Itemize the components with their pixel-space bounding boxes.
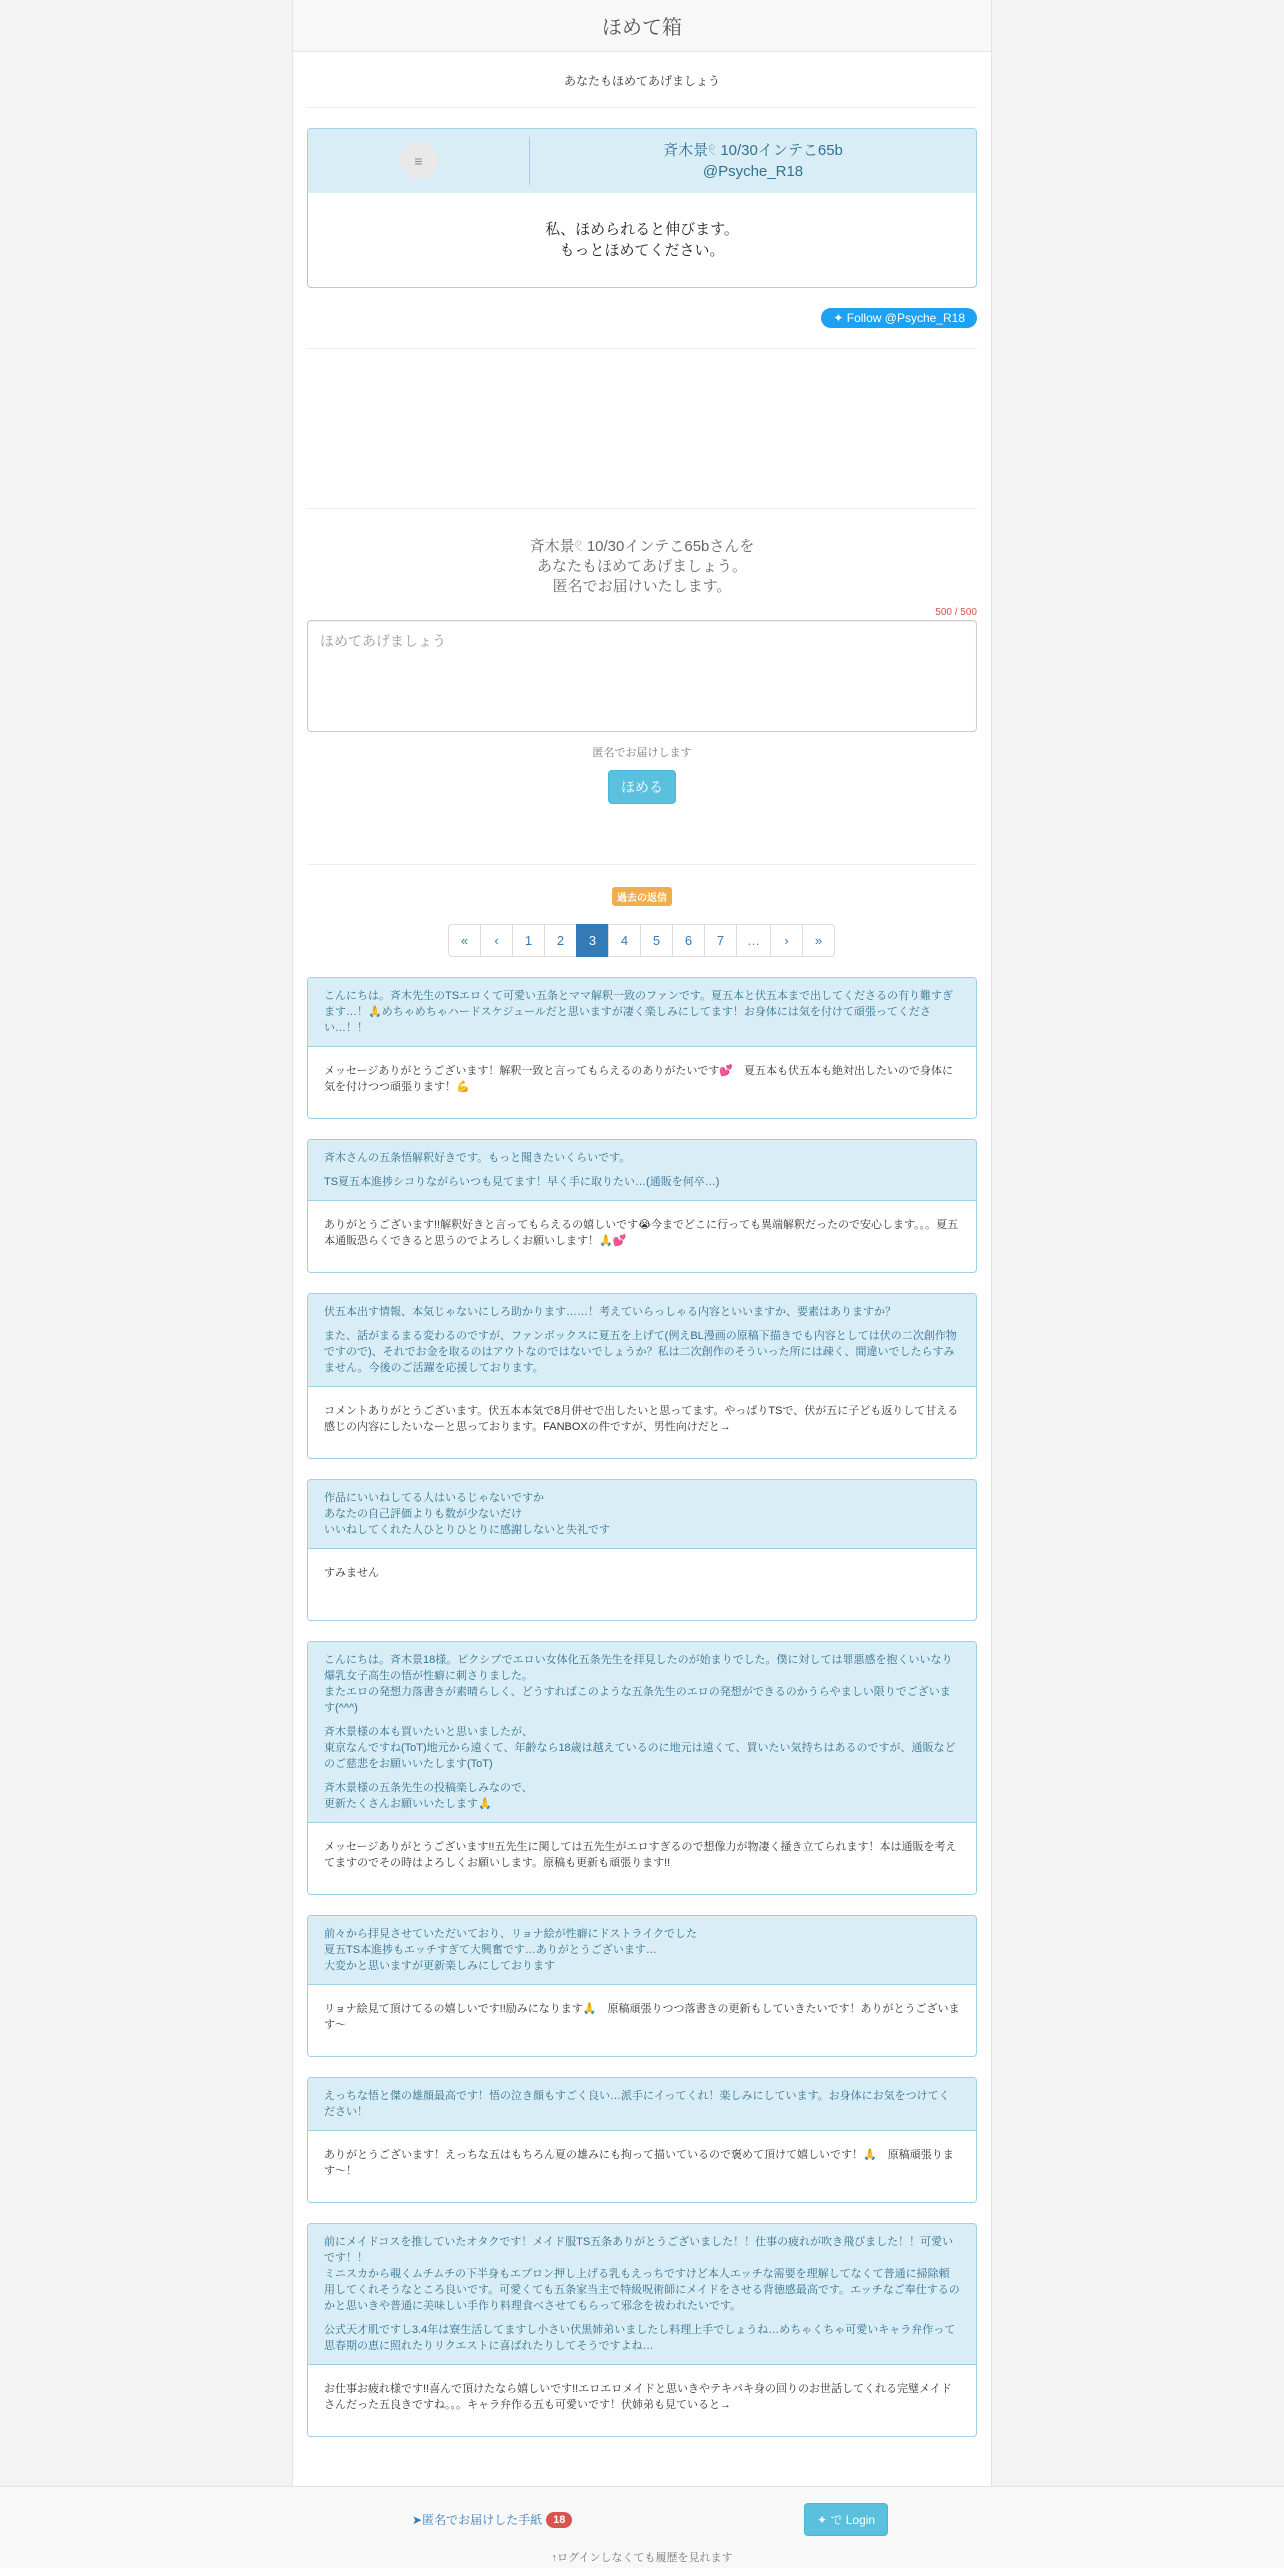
footer-note: ↑ログインしなくても履歴を見れます <box>551 2552 733 2564</box>
avatar[interactable] <box>400 142 438 180</box>
profile-message <box>308 193 976 287</box>
question-text: TS夏五本進捗シコりながらいつも見てます！早く手に取りたい…(通販を何卒…) <box>324 1176 720 1188</box>
message-answer: メッセージありがとうございます!!五先生に関しては五先生がエロすぎるので想像力が物凄く掻き立てられます！本は通販を考えてますのでその時はよろしくお願いします。原稿も更新も頑張ります!! <box>308 1822 976 1894</box>
ad-space <box>307 349 977 509</box>
page-link[interactable]: » <box>802 924 835 957</box>
pagination <box>293 924 991 957</box>
message-answer: コメントありがとうございます。伏五本本気で8月併せで出したいと思ってます。やっぱりTSで、伏が五に子ども返りして甘える感じの内容にしたいなーと思っております。FANBOXの件ですが、男性向けだと→ <box>308 1386 976 1458</box>
question-text: えっちな悟と傑の雄顔最高です！悟の泣き顔もすごく良い…派手にイってくれ！楽しみにしています。お身体にお気をつけてください！ <box>324 2090 950 2118</box>
question-text: こんにちは。斉木先生のTSエロくて可愛い五条とママ解釈一致のファンです。夏五本と伏五本まで出してくださるの有り難すぎます…！🙏めちゃめちゃハードスケジュールだと思いますが凄く楽しみにしてます！お身体には気を付けて頑張ってください…！！ <box>324 990 953 1034</box>
question-text: 前にメイドコスを推していたオタクです！メイド服TS五条ありがとうございました！！仕事の疲れが吹き飛びました！！可愛いです！！ ミニスカから覗くムチムチの下半身もエプロン押し上げる乳もえっちですけど本人エッチな需要を理解してなくて普通に掃除頼用してくれそうなところ良いです。可愛くても五条家当主で特級呪術師にメイドをさせる背徳感最高です。エッチなご奉仕するのかと思いきや普通に美味しい手作り料理食べさせてもらって邪念を祓われたいです。 <box>324 2236 960 2312</box>
page-link[interactable]: 4 <box>608 924 641 957</box>
page-link[interactable]: 1 <box>512 924 545 957</box>
twitter-follow-button[interactable] <box>821 308 977 328</box>
message-question <box>308 2224 976 2364</box>
sent-count-badge: 18 <box>546 2512 572 2528</box>
page-link[interactable]: 5 <box>640 924 673 957</box>
question-text: 斉木さんの五条悟解釈好きです。もっと聞きたいくらいです。 <box>324 1152 631 1164</box>
question-text: 斉木景様の本も買いたいと思いましたが、 東京なんですね(ToT)地元から遠くて、年齢なら18歳は越えているのに地元は遠くて、買いたい気持ちはあるのですが、通販などのご慈悲をお願いいたします(ToT) <box>324 1726 956 1770</box>
message-question <box>308 1916 976 1984</box>
page-link[interactable]: 3 <box>576 924 609 957</box>
submit-wrap <box>293 770 991 804</box>
page-link[interactable]: 2 <box>544 924 577 957</box>
sent-letters-link[interactable] <box>412 2511 572 2528</box>
praise-submit-button[interactable]: ほめる <box>608 770 676 804</box>
message-answer: お仕事お疲れ様です!!喜んで頂けたなら嬉しいです!!エロエロメイドと思いきやテキパキ身の回りのお世話してくれる完璧メイドさんだった五良きですね。。。キャラ弁作る五も可愛いです！伏姉弟も見ていると→ <box>308 2364 976 2436</box>
page-link[interactable]: ‹ <box>480 924 513 957</box>
message-card <box>307 1479 977 1621</box>
message-card <box>307 1915 977 2057</box>
profile-message-line1: 私、ほめられると伸びます。 <box>545 221 739 238</box>
intro-text: あなたもほめてあげましょう <box>307 52 977 108</box>
past-replies-label-wrap <box>293 887 991 906</box>
message-question <box>308 2078 976 2130</box>
footer-bar <box>0 2486 1284 2568</box>
page-link[interactable]: 6 <box>672 924 705 957</box>
message-question <box>308 1294 976 1386</box>
twitter-bird-icon: ✦ <box>817 2513 828 2527</box>
page-title: ほめて箱 <box>293 0 991 52</box>
profile-handle[interactable]: @Psyche_R18 <box>702 163 804 180</box>
question-text: 斉木景様の五条先生の投稿楽しみなので、 更新たくさんお願いいたします🙏 <box>324 1782 533 1810</box>
profile-card <box>307 128 977 288</box>
anonymous-note: 匿名でお届けします <box>592 747 692 759</box>
profile-name-cell <box>530 140 976 182</box>
past-replies-label: 過去の返信 <box>612 887 672 906</box>
avatar-cell <box>308 137 530 185</box>
divider <box>307 864 977 865</box>
page-link[interactable]: « <box>448 924 481 957</box>
message-answer: メッセージありがとうございます！解釈一致と言ってもらえるのありがたいです💕 夏五本も伏五本も絶対出したいので身体に気を付けつつ頑張ります！💪 <box>308 1046 976 1118</box>
sent-letters-label: 匿名でお届けした手紙 <box>422 2513 543 2527</box>
message-card <box>307 2077 977 2203</box>
profile-message-line2: もっとほめてください。 <box>559 242 725 259</box>
compose-prompt-line2: あなたもほめてあげましょう。 <box>536 558 747 575</box>
page-container <box>292 0 992 2568</box>
message-card <box>307 2223 977 2437</box>
message-answer: ありがとうございます!!解釈好きと言ってもらえるの嬉しいです😭今までどこに行っても異端解釈だったので安心します。。。夏五本通販恐らくできると思うのでよろしくお願いします！🙏💕 <box>308 1200 976 1272</box>
message-card <box>307 1641 977 1895</box>
message-card <box>307 977 977 1119</box>
message-answer: リョナ絵見て頂けてるの嬉しいです!!励みになります🙏 原稿頑張りつつ落書きの更新もしていきたいです！ありがとうございます〜 <box>308 1984 976 2056</box>
message-question <box>308 1140 976 1200</box>
message-answer: すみません <box>308 1548 976 1620</box>
compose-prompt-line3: 匿名でお届けいたします。 <box>552 578 732 595</box>
message-question <box>308 978 976 1046</box>
question-text: 前々から拝見させていただいており、リョナ絵が性癖にドストライクでした 夏五TS本進捗もエッチすぎて大興奮です…ありがとうございます… 大変かと思いますが更新楽しみにしております <box>324 1928 698 1972</box>
compose-prompt-line1: 斉木景𓏲 10/30インテこ65bさんを <box>529 538 755 555</box>
page-link[interactable]: › <box>770 924 803 957</box>
question-text: また、話がまるまる変わるのですが、ファンボックスに夏五を上げて(例えBL漫画の原稿下描きでも内容としては伏の二次創作物ですので)、それでお金を取るのはアウトなのではないでしょうか？私は二次創作のそういった所には疎く、間違いでしたらすみません。今後のご活躍を応援しております。 <box>324 1330 957 1374</box>
char-counter: 500 / 500 <box>935 607 977 618</box>
question-text: 作品にいいねしてる人はいるじゃないですか あなたの自己評価よりも数が少ないだけ いいねしてくれた人ひとりひとりに感謝しないと失礼です <box>324 1492 610 1536</box>
message-input[interactable]: ほめてあげましょう <box>307 620 977 732</box>
question-text: こんにちは。斉木景18様。ピクシブでエロい女体化五条先生を拝見したのが始まりでした。僕に対しては罪悪感を抱くいいなり爆乳女子高生の悟が性癖に刺さりました。 またエロの発想力落書きが素晴らしく、どうすればこのような五条先生のエロの発想ができるのかうらやましい限りでございます(^^^) <box>324 1654 953 1714</box>
twitter-login-button[interactable] <box>804 2503 888 2536</box>
question-text: 伏五本出す情報、本気じゃないにしろ助かります……！考えていらっしゃる内容といいますか、要素はありますか？ <box>324 1306 896 1318</box>
login-label: で Login <box>830 2513 876 2527</box>
compose-prompt <box>293 537 991 597</box>
message-question <box>308 1480 976 1548</box>
question-text: 公式天才肌ですし3.4年は寮生活してますし小さい伏黒姉弟いましたし料理上手でしょうね…めちゃくちゃ可愛いキャラ弁作って思春期の恵に照れたりリクエストに喜ばれたりしてそうですよね… <box>324 2324 956 2352</box>
page-link[interactable]: … <box>736 924 771 957</box>
message-answer: ありがとうございます！えっちな五はもちろん夏の雄みにも拘って描いているので褒めて頂けて嬉しいです！🙏 原稿頑張ります〜！ <box>308 2130 976 2202</box>
profile-header <box>308 129 976 193</box>
profile-name[interactable]: 斉木景𓏲 10/30インテこ65b <box>663 142 843 159</box>
message-question <box>308 1642 976 1822</box>
send-icon: ➤ <box>412 2512 423 2527</box>
twitter-bird-icon: ✦ <box>833 311 844 325</box>
message-list <box>293 977 991 2437</box>
message-card <box>307 1139 977 1273</box>
filter-icon: ≡ <box>414 153 423 169</box>
page-link[interactable]: 7 <box>704 924 737 957</box>
twitter-follow-label: Follow @Psyche_R18 <box>846 311 965 325</box>
message-card <box>307 1293 977 1459</box>
follow-row <box>307 308 977 328</box>
